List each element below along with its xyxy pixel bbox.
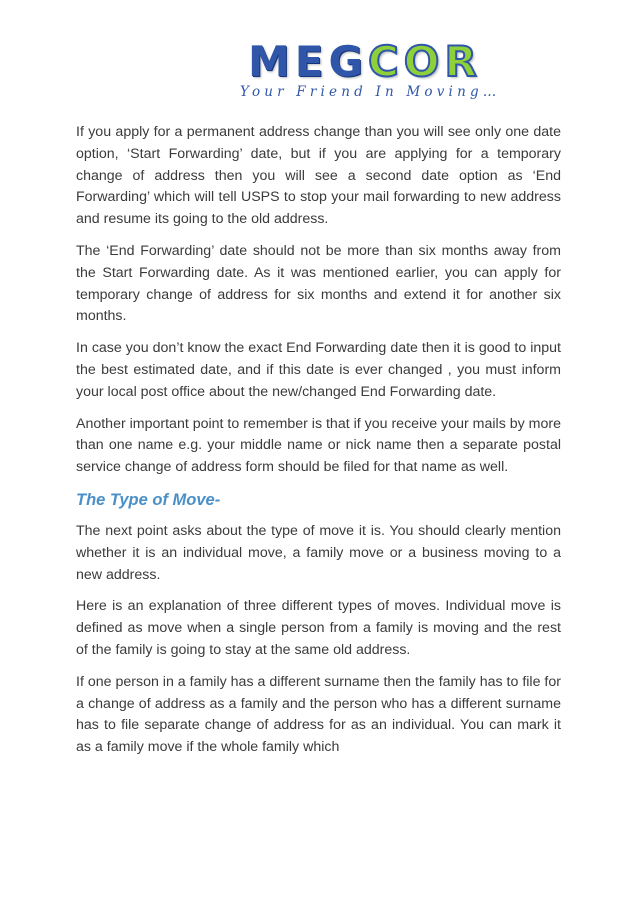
paragraph-move-types: Here is an explanation of three different types of moves. Individual move is defined as move when a single person from a family is moving and the rest of the family is going to stay at the same old address. bbox=[76, 598, 561, 658]
logo-tagline: Your Friend In Moving… bbox=[240, 84, 501, 100]
section-heading-type-of-move: The Type of Move- bbox=[76, 490, 221, 509]
paragraph-start-forwarding: If you apply for a permanent address change than you will see only one date option, ‘Start Forwarding’ date, but if you are applying for a temporary change of address then you will see a second date option as ‘End Forwarding’ which will tell USPS to stop your mail forwarding to new address and resume its going to the old address. bbox=[76, 124, 561, 228]
document-body bbox=[76, 122, 561, 769]
paragraph-family-surname: If one person in a family has a different surname then the family has to file for a change of address as a family and the person who has a different surname has to file separate change of address for as an individual. You can mark it as a family move if the whole family which bbox=[76, 673, 561, 756]
paragraph-multiple-names: Another important point to remember is that if you receive your mails by more than one name e.g. your middle name or nick name then a separate postal service change of address form should be filed for that name as well. bbox=[76, 415, 561, 476]
paragraph-type-of-move: The next point asks about the type of move it is. You should clearly mention whether it is an individual move, a family move or a business moving to a new address. bbox=[76, 522, 561, 583]
paragraph-end-forwarding-limit: The ‘End Forwarding’ date should not be more than six months away from the Start Forwarding date. As it was mentioned earlier, you can apply for temporary change of address for six months and extend it for another six months. bbox=[76, 242, 561, 325]
logo-text-meg: MEG bbox=[248, 37, 368, 86]
company-logo bbox=[240, 37, 548, 106]
logo-wordmark bbox=[248, 37, 482, 86]
logo-text-cor: COR bbox=[367, 37, 482, 86]
paragraph-estimated-date: In case you don’t know the exact End Forwarding date then it is good to input the best estimated date, and if this date is ever changed , you must inform your local post office about the new/changed End Forwarding date. bbox=[76, 340, 561, 400]
